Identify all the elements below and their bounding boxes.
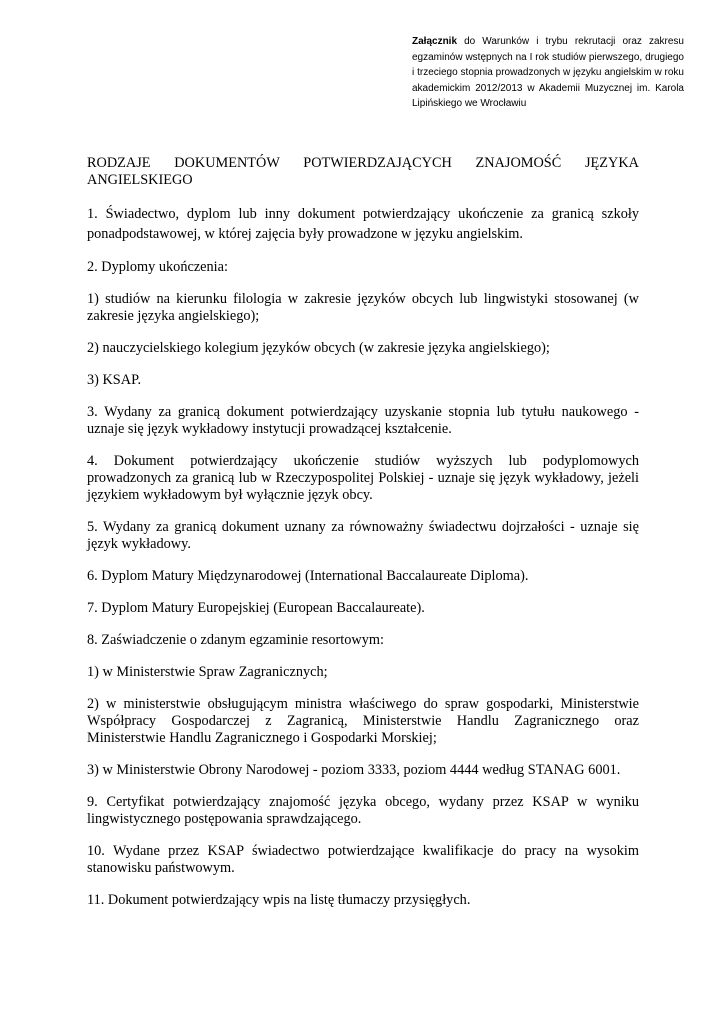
document-body (87, 155, 639, 924)
list-item-10: 10. Wydane przez KSAP świadectwo potwierdzające kwalifikacje do pracy na wysokim stanowisku państwowym. (87, 843, 639, 876)
list-item-8: 8. Zaświadczenie o zdanym egzaminie resortowym: (87, 632, 384, 648)
list-item-6: 6. Dyplom Matury Międzynarodowej (International Baccalaureate Diploma). (87, 568, 529, 584)
annex-note (412, 34, 684, 112)
list-item-2: 2. Dyplomy ukończenia: (87, 259, 228, 275)
annex-text: do Warunków i trybu rekrutacji oraz zakresu egzaminów wstępnych na I rok studiów pierwszego, drugiego i trzeciego stopnia prowadzonych w języku angielskim w roku akademickim 2012/2013 w Akademii Muzycznej im. Karola Lipińskiego we Wrocławiu (412, 36, 684, 109)
list-item-4: 4. Dokument potwierdzający ukończenie studiów wyższych lub podyplomowych prowadzonych za granicą lub w Rzeczypospolitej Polskiej - uznaje się język wykładowy, jeżeli językiem wykładowym był wyłącznie język obcy. (87, 453, 639, 503)
list-item-3: 3. Wydany za granicą dokument potwierdzający uzyskanie stopnia lub tytułu naukowego - uznaje się język wykładowy instytucji prowadzącej kształcenie. (87, 404, 639, 437)
list-item-9: 9. Certyfikat potwierdzający znajomość języka obcego, wydany przez KSAP w wyniku lingwistycznego postępowania sprawdzającego. (87, 794, 639, 827)
list-item-5: 5. Wydany za granicą dokument uznany za równoważny świadectwu dojrzałości - uznaje się język wykładowy. (87, 519, 639, 552)
document-title (87, 155, 639, 189)
list-item-11: 11. Dokument potwierdzający wpis na listę tłumaczy przysięgłych. (87, 892, 471, 908)
list-item-2-1: 1) studiów na kierunku filologia w zakresie języków obcych lub lingwistyki stosowanej (w zakresie języka angielskiego); (87, 291, 639, 324)
list-item-8-2: 2) w ministerstwie obsługującym ministra właściwego do spraw gospodarki, Ministerstwie Współpracy Gospodarczej z Zagranicą, Ministerstwie Handlu Zagranicznego oraz Ministerstwie Handlu Zagranicznego i Gospodarki Morskiej; (87, 696, 639, 746)
list-item-1: 1. Świadectwo, dyplom lub inny dokument potwierdzający ukończenie za granicą szkoły ponadpodstawowej, w której zajęcia były prowadzone w języku angielskim. (87, 206, 639, 242)
title-line-1: RODZAJE DOKUMENTÓW POTWIERDZAJĄCYCH ZNAJOMOŚĆ JĘZYKA (87, 155, 639, 171)
list-item-8-3: 3) w Ministerstwie Obrony Narodowej - poziom 3333, poziom 4444 według STANAG 6001. (87, 762, 621, 778)
list-item-7: 7. Dyplom Matury Europejskiej (European Baccalaureate). (87, 600, 425, 616)
list-item-2-3: 3) KSAP. (87, 372, 142, 388)
title-line-2: ANGIELSKIEGO (87, 172, 193, 188)
list-item-2-2: 2) nauczycielskiego kolegium języków obcych (w zakresie języka angielskiego); (87, 340, 550, 356)
annex-label: Załącznik (412, 36, 458, 47)
list-item-8-1: 1) w Ministerstwie Spraw Zagranicznych; (87, 664, 328, 680)
